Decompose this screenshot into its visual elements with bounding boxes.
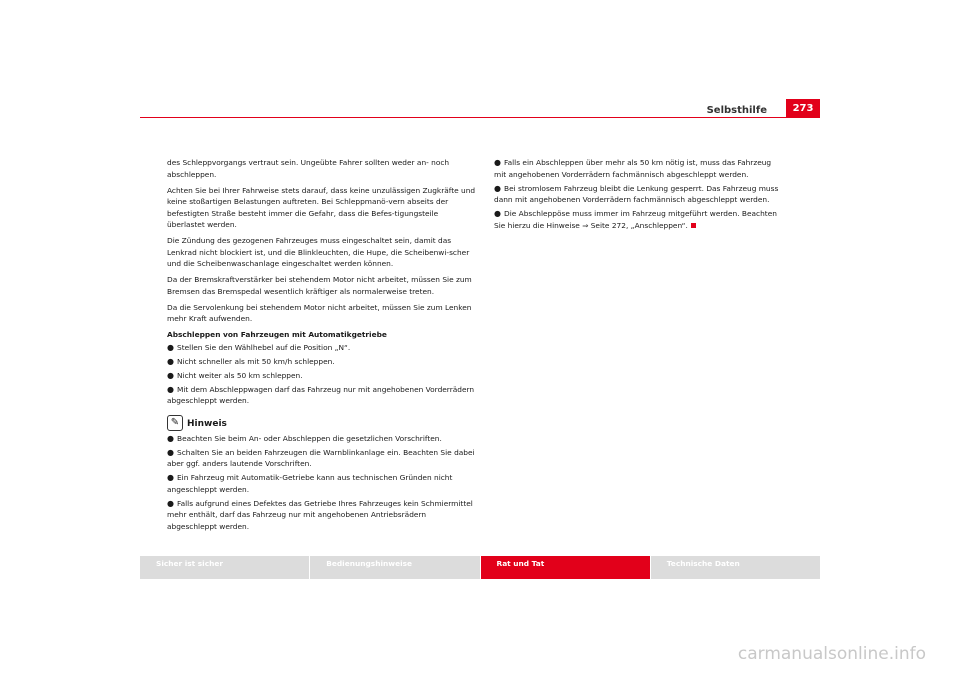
bullet-icon: ● — [167, 498, 174, 508]
bullet-icon: ● — [167, 473, 174, 482]
paragraph: Da der Bremskraftverstärker bei stehendem Motor nicht arbeitet, müssen Sie zum Bremsen das Bremspedal wesentlich kräftiger als normalerweise treten. — [167, 275, 472, 296]
bullet-icon: ● — [167, 370, 174, 380]
watermark: carmanualsonline.info — [737, 644, 926, 664]
paragraph: Da die Servolenkung bei stehendem Motor nicht arbeitet, müssen Sie zum Lenken mehr Kraft aufwenden. — [167, 302, 472, 323]
list-item: ● Falls ein Abschleppen über mehr als 50 km nötig ist, muss das Fahrzeug mit angehobenen Vorderrädern fachmännisch abgeschleppt werden. — [494, 158, 772, 179]
notepad-icon: ✎ — [167, 415, 183, 431]
paragraph: Achten Sie bei Ihrer Fahrweise stets darauf, dass keine unzulässigen Zugkräfte und keine stoßartigen Belastungen auftreten. Bei Schleppmanö-vern abseits der befestigten Straße besteht immer die Gefahr, dass die Befes-tigungsteile überlastet werden. — [167, 185, 476, 229]
page-number-badge: 273 — [786, 99, 820, 118]
list-item — [494, 208, 779, 231]
list-item: ● Nicht schneller als mit 50 km/h schleppen. — [167, 356, 335, 366]
tab-bedienungshinweise[interactable]: Bedienungshinweise — [310, 556, 479, 579]
list-item: ● Schalten Sie an beiden Fahrzeugen die Warnblinkanlage ein. Beachten Sie dabei aber ggf. anders lautende Vorschriften. — [167, 447, 475, 468]
bullet-icon: ● — [167, 356, 174, 366]
tab-technische-daten[interactable]: Technische Daten — [651, 556, 820, 579]
right-column — [494, 157, 779, 234]
bullet-icon: ● — [494, 209, 501, 218]
header-rule — [140, 117, 820, 118]
bullet-icon: ● — [167, 342, 174, 352]
tab-rat-und-tat[interactable]: Rat und Tat — [481, 556, 650, 579]
list-item: ● Stellen Sie den Wählhebel auf die Position „N“. — [167, 342, 351, 352]
bullet-icon: ● — [494, 183, 501, 193]
bullet-icon: ● — [167, 384, 174, 394]
note-title: Hinweis — [187, 419, 227, 429]
list-item: ● Bei stromlosem Fahrzeug bleibt die Lenkung gesperrt. Das Fahrzeug muss dann mit angehobenen Vorderrädern fachmännisch abgeschleppt werden. — [494, 183, 779, 204]
list-item: ● Nicht weiter als 50 km schleppen. — [167, 370, 303, 380]
footer-tabs — [140, 556, 820, 579]
list-item: ● Falls aufgrund eines Defektes das Getriebe Ihres Fahrzeuges kein Schmiermittel mehr enthält, darf das Fahrzeug nur mit angehobenen Antriebsrädern abgeschleppt werden. — [167, 498, 473, 531]
cross-reference-link[interactable]: Die Abschleppöse muss immer im Fahrzeug mitgeführt werden. Beachten Sie hierzu die Hinweise ⇒ Seite 272, „Anschleppen“. — [494, 209, 777, 230]
section-heading: Abschleppen von Fahrzeugen mit Automatikgetriebe — [167, 330, 387, 339]
paragraph: Die Zündung des gezogenen Fahrzeuges muss eingeschaltet sein, damit das Lenkrad nicht blockiert ist, und die Blinkleuchten, die Hupe, die Scheibenwi-scher und die Scheibenwaschanlage eingeschaltet werden können. — [167, 236, 470, 268]
list-item: ● Ein Fahrzeug mit Automatik-Getriebe kann aus technischen Gründen nicht angeschleppt werden. — [167, 473, 453, 494]
bullet-icon: ● — [494, 158, 501, 167]
paragraph: des Schleppvorgangs vertraut sein. Ungeübte Fahrer sollten weder an- noch abschleppen. — [167, 158, 450, 179]
bullet-icon: ● — [167, 447, 174, 457]
note-header — [167, 415, 477, 431]
tab-sicher-ist-sicher[interactable]: Sicher ist sicher — [140, 556, 309, 579]
end-mark-icon — [691, 223, 696, 228]
bullet-icon: ● — [167, 433, 174, 443]
left-column — [167, 157, 477, 535]
list-item: ● Beachten Sie beim An- oder Abschleppen die gesetzlichen Vorschriften. — [167, 433, 442, 443]
list-item: ● Mit dem Abschleppwagen darf das Fahrzeug nur mit angehobenen Vorderrädern abgeschleppt werden. — [167, 384, 475, 405]
section-title: Selbsthilfe — [706, 105, 767, 116]
